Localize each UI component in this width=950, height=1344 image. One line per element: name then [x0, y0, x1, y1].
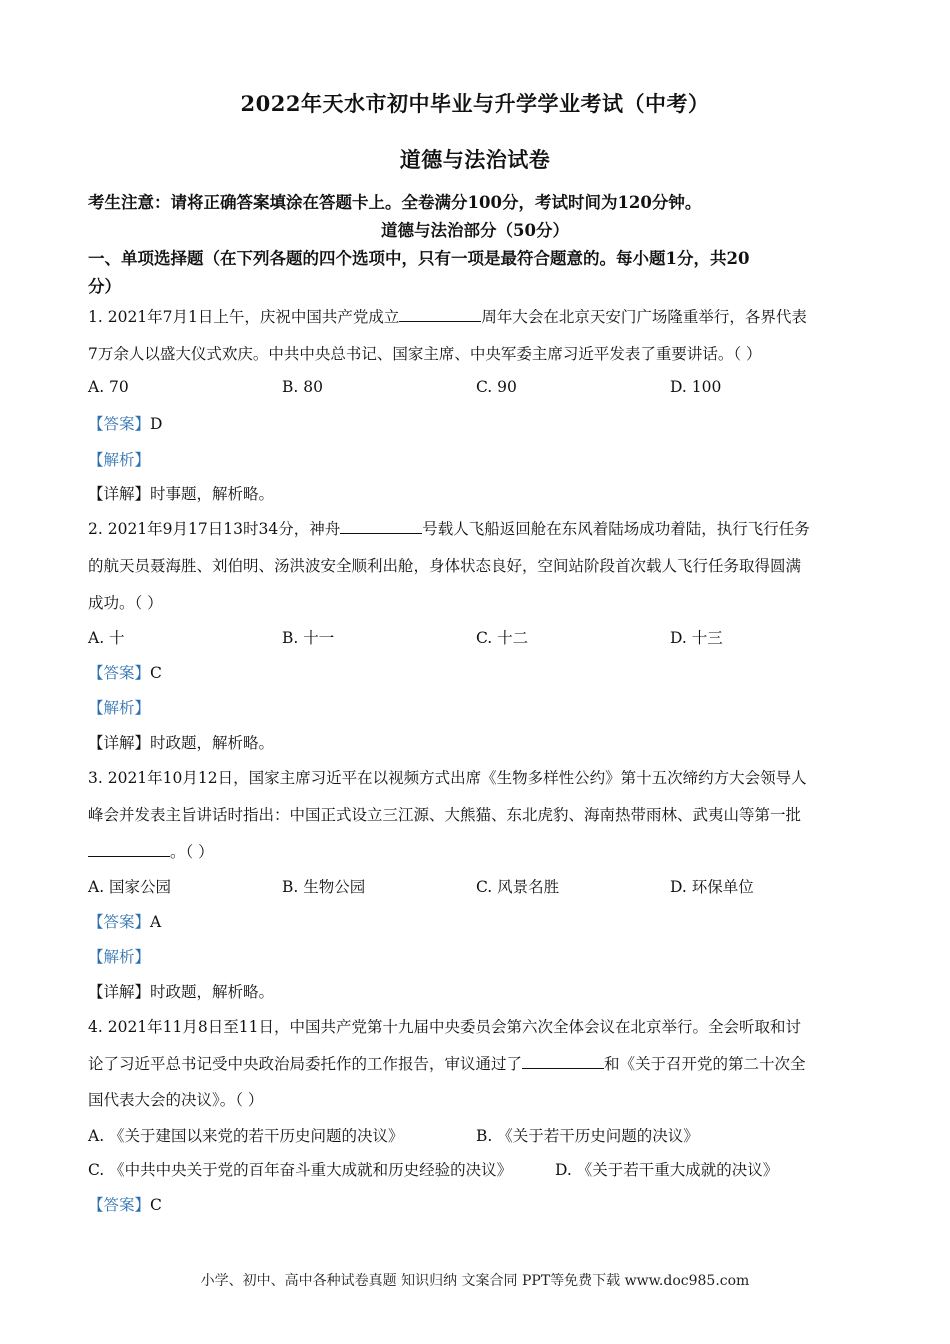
- detail-text: 时事题，解析略。: [150, 485, 275, 503]
- q2-option-b: B. 十一: [282, 629, 335, 647]
- q4-answer: [88, 1193, 868, 1215]
- detail-tag: 【详解】: [88, 734, 151, 752]
- q3-answer: [88, 910, 868, 932]
- answer-value: D: [150, 415, 163, 433]
- answer-value: C: [150, 664, 162, 682]
- question-1-line1: [88, 305, 868, 327]
- q3-option-c: C. 风景名胜: [476, 878, 560, 896]
- q4-option-d: D. 《关于若干重大成就的决议》: [555, 1161, 779, 1179]
- analysis-tag: 【解析】: [88, 699, 151, 717]
- q2-text-a: 2. 2021年9月17日13时34分，神舟: [88, 520, 341, 538]
- answer-value: A: [150, 913, 162, 931]
- exam-title: 2022年天水市初中毕业与升学学业考试（中考）: [240, 91, 710, 116]
- answer-tag: 【答案】: [88, 1196, 151, 1214]
- detail-text: 时政题，解析略。: [150, 983, 275, 1001]
- q4-blank: [522, 1054, 604, 1069]
- q2-detail: [88, 731, 868, 753]
- q4-option-a: A. 《关于建国以来党的若干历史问题的决议》: [88, 1127, 404, 1145]
- question-3-line2: 峰会并发表主旨讲话时指出：中国正式设立三江源、大熊猫、东北虎豹、海南热带雨林、武夷山等第一批: [88, 806, 802, 824]
- section-heading-line1: 一、单项选择题（在下列各题的四个选项中，只有一项是最符合题意的。每小题1分，共20: [88, 249, 750, 268]
- q3-text-b: 。（ ）: [170, 843, 214, 861]
- q1-detail: [88, 482, 868, 504]
- detail-tag: 【详解】: [88, 983, 151, 1001]
- q1-option-d: D. 100: [670, 378, 722, 396]
- q3-option-d: D. 环保单位: [670, 878, 754, 896]
- q2-option-c: C. 十二: [476, 629, 529, 647]
- q2-blank: [340, 519, 422, 534]
- q4-text-b: 和《关于召开党的第二十次全: [604, 1055, 806, 1073]
- detail-text: 时政题，解析略。: [150, 734, 275, 752]
- part-heading: 道德与法治部分（50分）: [381, 221, 569, 240]
- answer-tag: 【答案】: [88, 664, 151, 682]
- question-4-line1: 4. 2021年11月8日至11日，中国共产党第十九届中央委员会第六次全体会议在北京举行。全会听取和讨: [88, 1018, 801, 1036]
- q4-text-a: 论了习近平总书记受中央政治局委托作的工作报告，审议通过了: [88, 1055, 523, 1073]
- q2-text-b: 号载人飞船返回舱在东风着陆场成功着陆，执行飞行任务: [422, 520, 810, 538]
- q1-option-c: C. 90: [476, 378, 517, 396]
- q1-text-b: 周年大会在北京天安门广场隆重举行，各界代表: [481, 308, 807, 326]
- q2-analysis: [88, 696, 868, 718]
- answer-tag: 【答案】: [88, 913, 151, 931]
- q1-option-b: B. 80: [282, 378, 323, 396]
- q2-option-a: A. 十: [88, 629, 125, 647]
- q3-blank: [88, 842, 170, 857]
- q3-option-b: B. 生物公园: [282, 878, 366, 896]
- question-2-line2: 的航天员聂海胜、刘伯明、汤洪波安全顺利出舱，身体状态良好，空间站阶段首次载人飞行任务取得圆满: [88, 557, 802, 575]
- q4-option-b: B. 《关于若干历史问题的决议》: [476, 1127, 699, 1145]
- q1-blank: [399, 307, 481, 322]
- q1-analysis: [88, 448, 868, 470]
- question-2-line1: [88, 517, 868, 539]
- q1-answer: [88, 412, 868, 434]
- q3-option-a: A. 国家公园: [88, 878, 172, 896]
- question-1-line2: 7万余人以盛大仪式欢庆。中共中央总书记、国家主席、中央军委主席习近平发表了重要讲话。（ ）: [88, 345, 762, 363]
- q1-option-a: A. 70: [88, 378, 129, 396]
- exam-subtitle: 道德与法治试卷: [399, 147, 551, 172]
- answer-value: C: [150, 1196, 162, 1214]
- analysis-tag: 【解析】: [88, 451, 151, 469]
- answer-tag: 【答案】: [88, 415, 151, 433]
- question-3-line3: [88, 840, 868, 862]
- q1-text-a: 1. 2021年7月1日上午，庆祝中国共产党成立: [88, 308, 400, 326]
- q2-option-d: D. 十三: [670, 629, 723, 647]
- question-4-line2: [88, 1052, 868, 1074]
- q4-option-c: C. 《中共中央关于党的百年奋斗重大成就和历史经验的决议》: [88, 1161, 513, 1179]
- q2-answer: [88, 661, 868, 683]
- analysis-tag: 【解析】: [88, 948, 151, 966]
- question-3-line1: 3. 2021年10月12日，国家主席习近平在以视频方式出席《生物多样性公约》第十五次缔约方大会领导人: [88, 769, 807, 787]
- question-2-line3: 成功。（ ）: [88, 594, 163, 612]
- exam-notice: 考生注意：请将正确答案填涂在答题卡上。全卷满分100分，考试时间为120分钟。: [88, 193, 702, 212]
- detail-tag: 【详解】: [88, 485, 151, 503]
- question-4-line3: 国代表大会的决议》。（ ）: [88, 1091, 264, 1109]
- q3-detail: [88, 980, 868, 1002]
- footer-note: 小学、初中、高中各种试卷真题 知识归纳 文案合同 PPT等免费下载 www.doc985.com: [200, 1273, 750, 1289]
- section-heading-line2: 分）: [88, 277, 121, 296]
- q3-analysis: [88, 945, 868, 967]
